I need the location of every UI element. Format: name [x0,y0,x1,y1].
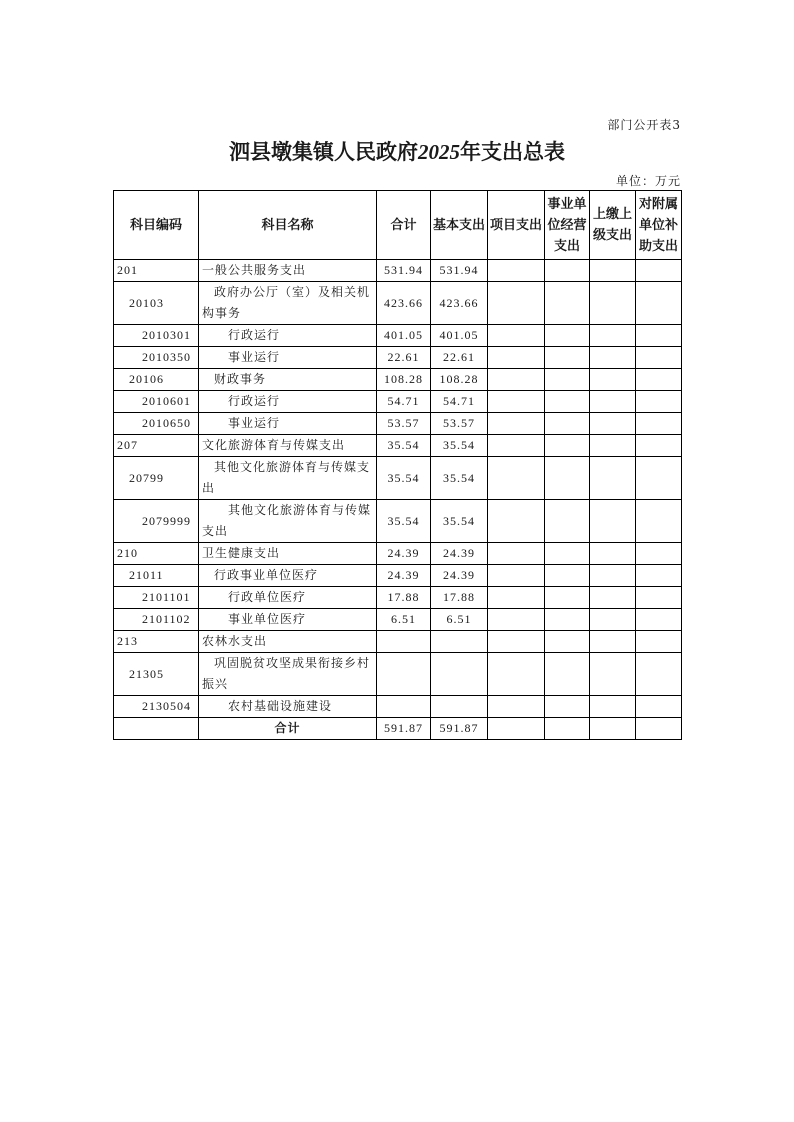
project-expenditure-cell [488,718,545,740]
subsidy-to-affiliates-cell [636,457,682,500]
table-row [114,500,682,543]
table-body [114,260,682,740]
total-cell: 108.28 [377,369,431,391]
table-row [114,282,682,325]
remit-to-superior-cell [590,325,636,347]
remit-to-superior-cell [590,718,636,740]
project-expenditure-cell [488,435,545,457]
total-cell [377,696,431,718]
table-row [114,565,682,587]
name-cell: 卫生健康支出 [199,543,377,565]
name-cell: 行政单位医疗 [199,587,377,609]
title-prefix: 泗县墩集镇人民政府 [229,140,418,164]
basic-expenditure-cell: 54.71 [431,391,488,413]
basic-expenditure-cell: 22.61 [431,347,488,369]
name-cell: 农林水支出 [199,631,377,653]
name-cell: 行政事业单位医疗 [199,565,377,587]
total-cell: 35.54 [377,500,431,543]
remit-to-superior-cell [590,587,636,609]
basic-expenditure-cell: 6.51 [431,609,488,631]
code-cell: 2010350 [114,347,199,369]
business-operation-expenditure-cell [545,653,590,696]
business-operation-expenditure-cell [545,325,590,347]
code-cell: 20103 [114,282,199,325]
project-expenditure-cell [488,696,545,718]
table-row [114,653,682,696]
project-expenditure-cell [488,587,545,609]
total-cell: 35.54 [377,457,431,500]
subsidy-to-affiliates-cell [636,500,682,543]
remit-to-superior-cell [590,457,636,500]
name-cell: 行政运行 [199,391,377,413]
project-expenditure-cell [488,369,545,391]
remit-to-superior-cell [590,435,636,457]
subsidy-to-affiliates-cell [636,282,682,325]
project-expenditure-cell [488,391,545,413]
table-row [114,369,682,391]
project-expenditure-cell [488,565,545,587]
basic-expenditure-cell: 401.05 [431,325,488,347]
total-cell: 531.94 [377,260,431,282]
basic-expenditure-cell: 423.66 [431,282,488,325]
subsidy-to-affiliates-cell [636,587,682,609]
total-cell: 22.61 [377,347,431,369]
total-cell: 423.66 [377,282,431,325]
total-cell: 591.87 [377,718,431,740]
remit-to-superior-cell [590,653,636,696]
basic-expenditure-cell [431,631,488,653]
basic-expenditure-cell: 53.57 [431,413,488,435]
project-expenditure-cell [488,260,545,282]
total-label: 合计 [199,718,377,740]
code-cell: 2010601 [114,391,199,413]
project-expenditure-cell [488,500,545,543]
subsidy-to-affiliates-cell [636,369,682,391]
table-header [114,191,682,260]
total-row [114,718,682,740]
col-header-basic-expenditure: 基本支出 [431,191,488,260]
basic-expenditure-cell: 35.54 [431,457,488,500]
table-row [114,347,682,369]
table-row [114,587,682,609]
name-cell: 事业单位医疗 [199,609,377,631]
col-header-business-operation-expenditure: 事业单位经营支出 [545,191,590,260]
business-operation-expenditure-cell [545,369,590,391]
table-row [114,457,682,500]
unit-label: 单位：万元 [615,174,681,188]
basic-expenditure-cell: 17.88 [431,587,488,609]
remit-to-superior-cell [590,260,636,282]
name-cell: 行政运行 [199,325,377,347]
business-operation-expenditure-cell [545,435,590,457]
table-row [114,413,682,435]
name-cell: 农村基础设施建设 [199,696,377,718]
subsidy-to-affiliates-cell [636,391,682,413]
code-cell: 201 [114,260,199,282]
table-row [114,260,682,282]
table-row [114,696,682,718]
name-cell: 文化旅游体育与传媒支出 [199,435,377,457]
title-suffix: 年支出总表 [460,140,565,164]
page-title [0,139,794,165]
remit-to-superior-cell [590,347,636,369]
total-cell [377,653,431,696]
basic-expenditure-cell: 24.39 [431,543,488,565]
table-row [114,543,682,565]
project-expenditure-cell [488,631,545,653]
basic-expenditure-cell: 35.54 [431,435,488,457]
total-cell: 6.51 [377,609,431,631]
name-cell: 政府办公厅（室）及相关机构事务 [199,282,377,325]
business-operation-expenditure-cell [545,718,590,740]
remit-to-superior-cell [590,413,636,435]
code-cell: 21011 [114,565,199,587]
col-header-remit-to-superior: 上缴上级支出 [590,191,636,260]
code-cell: 20106 [114,369,199,391]
name-cell: 事业运行 [199,413,377,435]
project-expenditure-cell [488,347,545,369]
col-header-name: 科目名称 [199,191,377,260]
business-operation-expenditure-cell [545,282,590,325]
code-cell: 21305 [114,653,199,696]
table-row [114,609,682,631]
subsidy-to-affiliates-cell [636,543,682,565]
name-cell: 财政事务 [199,369,377,391]
total-cell: 17.88 [377,587,431,609]
total-cell: 24.39 [377,543,431,565]
remit-to-superior-cell [590,500,636,543]
col-header-subsidy-to-affiliates: 对附属单位补助支出 [636,191,682,260]
code-cell: 2079999 [114,500,199,543]
project-expenditure-cell [488,653,545,696]
col-header-code: 科目编码 [114,191,199,260]
code-cell: 2130504 [114,696,199,718]
basic-expenditure-cell: 24.39 [431,565,488,587]
business-operation-expenditure-cell [545,587,590,609]
subsidy-to-affiliates-cell [636,347,682,369]
business-operation-expenditure-cell [545,543,590,565]
basic-expenditure-cell: 591.87 [431,718,488,740]
table-row [114,325,682,347]
form-number-note: 部门公开表3 [607,118,681,132]
total-cell: 24.39 [377,565,431,587]
total-cell: 53.57 [377,413,431,435]
business-operation-expenditure-cell [545,500,590,543]
code-cell: 2010301 [114,325,199,347]
code-cell: 20799 [114,457,199,500]
project-expenditure-cell [488,282,545,325]
subsidy-to-affiliates-cell [636,435,682,457]
remit-to-superior-cell [590,282,636,325]
title-year: 2025 [418,140,460,164]
project-expenditure-cell [488,457,545,500]
business-operation-expenditure-cell [545,565,590,587]
table-row [114,391,682,413]
basic-expenditure-cell [431,696,488,718]
total-cell: 401.05 [377,325,431,347]
code-cell: 213 [114,631,199,653]
subsidy-to-affiliates-cell [636,260,682,282]
name-cell: 其他文化旅游体育与传媒支出 [199,457,377,500]
business-operation-expenditure-cell [545,260,590,282]
subsidy-to-affiliates-cell [636,718,682,740]
subsidy-to-affiliates-cell [636,696,682,718]
business-operation-expenditure-cell [545,457,590,500]
table-header-row [114,191,682,260]
subsidy-to-affiliates-cell [636,325,682,347]
total-cell [377,631,431,653]
table-row [114,435,682,457]
total-cell: 35.54 [377,435,431,457]
business-operation-expenditure-cell [545,631,590,653]
expenditure-table [113,190,682,740]
name-cell: 巩固脱贫攻坚成果衔接乡村振兴 [199,653,377,696]
remit-to-superior-cell [590,543,636,565]
basic-expenditure-cell: 35.54 [431,500,488,543]
name-cell: 一般公共服务支出 [199,260,377,282]
table-row [114,631,682,653]
code-cell: 2010650 [114,413,199,435]
basic-expenditure-cell: 531.94 [431,260,488,282]
basic-expenditure-cell [431,653,488,696]
col-header-project-expenditure: 项目支出 [488,191,545,260]
subsidy-to-affiliates-cell [636,609,682,631]
remit-to-superior-cell [590,631,636,653]
code-cell [114,718,199,740]
business-operation-expenditure-cell [545,609,590,631]
business-operation-expenditure-cell [545,347,590,369]
code-cell: 210 [114,543,199,565]
name-cell: 其他文化旅游体育与传媒支出 [199,500,377,543]
project-expenditure-cell [488,609,545,631]
subsidy-to-affiliates-cell [636,413,682,435]
subsidy-to-affiliates-cell [636,653,682,696]
remit-to-superior-cell [590,696,636,718]
business-operation-expenditure-cell [545,391,590,413]
remit-to-superior-cell [590,565,636,587]
project-expenditure-cell [488,413,545,435]
business-operation-expenditure-cell [545,696,590,718]
col-header-total: 合计 [377,191,431,260]
name-cell: 事业运行 [199,347,377,369]
total-cell: 54.71 [377,391,431,413]
project-expenditure-cell [488,543,545,565]
remit-to-superior-cell [590,369,636,391]
remit-to-superior-cell [590,391,636,413]
code-cell: 207 [114,435,199,457]
subsidy-to-affiliates-cell [636,631,682,653]
business-operation-expenditure-cell [545,413,590,435]
code-cell: 2101101 [114,587,199,609]
code-cell: 2101102 [114,609,199,631]
subsidy-to-affiliates-cell [636,565,682,587]
basic-expenditure-cell: 108.28 [431,369,488,391]
project-expenditure-cell [488,325,545,347]
remit-to-superior-cell [590,609,636,631]
